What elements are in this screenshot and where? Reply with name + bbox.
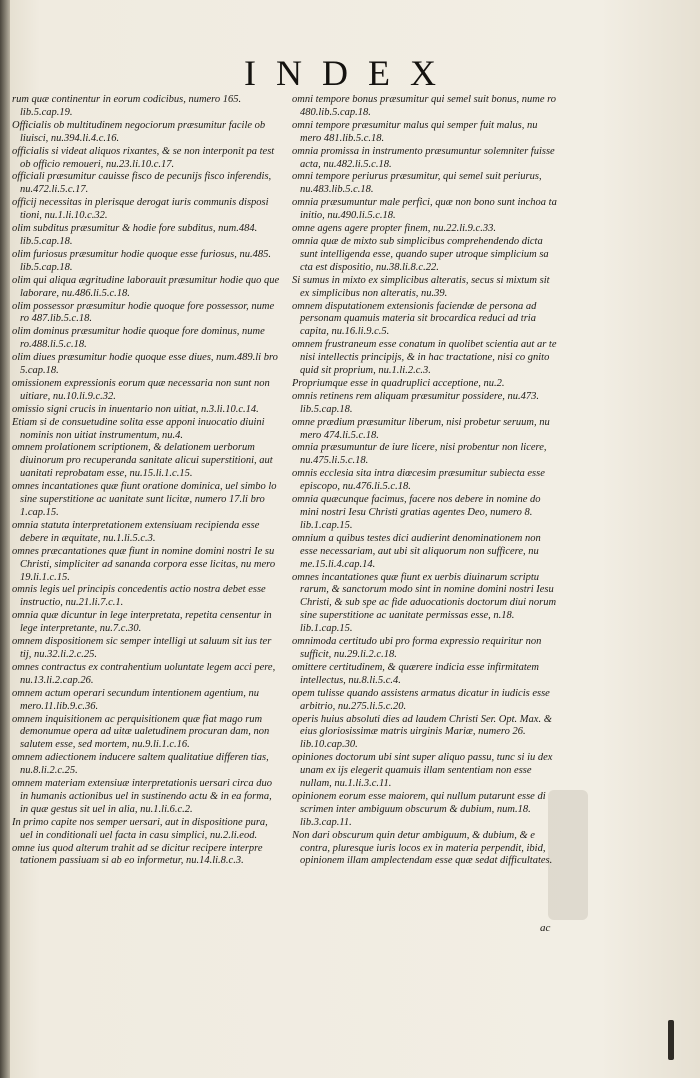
index-entry: omnia statuta interpretationem extensiuam recipienda esse debere in æquitate, nu.1.li.5.c.3. — [12, 519, 260, 544]
binding-gutter — [0, 0, 10, 1078]
index-entry: omnem frustraneum esse conatum in quolibet scientia aut ar te nisi intellectis principijs, & in hac tractatione, nisi co gnito quid sit proprium, nu.1.li.2.c.3. — [292, 339, 557, 377]
index-entry: officiali præsumitur cauisse fisco de pecunijs fisco inferendis, nu.472.li.5.c.17. — [12, 171, 272, 196]
index-entry: rum quæ continentur in eorum codicibus, numero 165. lib.5.cap.19. — [12, 94, 242, 118]
index-entry: omnium a quibus testes dici audierint denominationem non esse necessariam, aut ubi sit aliquorum non sufficere, nu me.15.li.4.cap.14. — [292, 532, 541, 570]
index-entry: operis huius absoluti dies ad laudem Christi Ser. Opt. Max. & eius gloriosissimæ matris uirginis Mariæ, numero 26. lib.10.cap.30. — [292, 713, 552, 751]
index-entry: omnis retinens rem aliquam præsumitur possidere, nu.473. lib.5.cap.18. — [292, 390, 540, 415]
index-entry: omnes incantationes quæ fiunt oratione dominica, uel simbo lo sine superstitione ac uanitate sunt licitæ, numero 17.li bro 1.cap.15. — [12, 481, 277, 518]
page-title: INDEX — [244, 53, 456, 93]
index-entry: opem tulisse quando assistens armatus dicatur in iudicis esse arbitrio, nu.275.li.5.c.20. — [292, 687, 550, 712]
index-entry: olim possessor præsumitur hodie quoque fore possessor, nume ro 487.lib.5.c.18. — [12, 300, 275, 325]
index-entry: officialis si videat aliquos rixantes, & se non interponit pa test ob officio remoueri, nu.23.li.10.c.17. — [12, 145, 275, 170]
index-entry: omnem prolationem scriptionem, & delationem uerborum diuinorum pro recuperanda sanitate alicui superstitioni, aut uanitati reprobatam esse, nu.15.li.1.c.15. — [12, 442, 273, 480]
index-entry: omnem dispositionem sic semper intelligi ut saluum sit ius ter tij, nu.32.li.2.c.25. — [12, 636, 272, 660]
index-entry: olim subditus præsumitur & hodie fore subditus, num.484. lib.5.cap.18. — [12, 223, 258, 247]
index-entry: omnem disputationem extensionis faciendæ de persona ad personam quamuis materia sit brocardica reduci ad tria capita, nu.16.li.9.c.5. — [292, 300, 537, 338]
index-entry: officij necessitas in plerisque derogat iuris communis disposi tioni, nu.1.li.10.c.32. — [12, 197, 269, 222]
index-entry: omissio signi crucis in inuentario non uitiat, n.3.li.10.c.14. — [12, 403, 259, 415]
index-entry: omnem adiectionem inducere saltem qualitatiue differen tias, nu.8.li.2.c.25. — [12, 752, 269, 777]
index-entry: omnes contractus ex contrahentium uoluntate legem acci pere, nu.13.li.2.cap.26. — [12, 661, 276, 686]
index-entry: omnia præsumuntur de iure licere, nisi probentur non licere, nu.475.li.5.c.18. — [292, 442, 547, 467]
index-entry: omne ius quod alterum trahit ad se dicitur recipere interpre tationem passiuam si ab eo informetur, nu.14.li.8.c.3. — [12, 842, 263, 867]
index-entry: omni tempore periurus præsumitur, qui semel suit periurus, nu.483.lib.5.c.18. — [292, 171, 542, 196]
index-entry: olim diues præsumitur hodie quoque esse diues, num.489.li bro 5.cap.18. — [12, 352, 278, 377]
index-entry: omittere certitudinem, & quærere indicia esse infirmitatem intellectus, nu.8.li.5.c.4. — [292, 661, 540, 686]
index-entry: omnem materiam extensiuæ interpretationis uersari circa duo in humanis actionibus uel in sustinendo actu & in ea forma, in quæ gestus sit uel in alia, nu.1.li.6.c.2. — [12, 778, 272, 815]
index-entry: omnia præsumuntur male perfici, quæ non bono sunt inchoa ta initio, nu.490.li.5.c.18. — [292, 197, 557, 222]
index-entry: Etiam si de consuetudine solita esse apponi inuocatio diuini nominis non uitiat instrumentum, nu.4. — [12, 416, 265, 441]
right-column — [292, 94, 560, 868]
index-entry: In primo capite nos semper uersari, aut in dispositione pura, uel in conditionali uel facta in casu simplici, nu.2.li.eod. — [12, 816, 268, 841]
index-entry: omnem actum operari secundum intentionem agentium, nu mero.11.lib.9.c.36. — [12, 687, 260, 712]
index-entry: omnes præcantationes quæ fiunt in nomine domini nostri Ie su Christi, simpliciter ad sananda corpora esse licitas, nu mero 19.li.1.c.15. — [12, 545, 276, 583]
index-entry: opiniones doctorum ubi sint super aliquo passu, tunc si iu dex unam ex ijs elegerit quamuis illam sententiam non esse nullam, nu.1.li.3.c.11. — [292, 752, 553, 790]
index-entry: omnem inquisitionem ac perquisitionem quæ fiat mago rum demonumue opera ad uitæ ualetudinem procuran dam, non salutem esse, sed mortem, nu.9.li.1.c.16. — [12, 713, 270, 751]
index-entry: omnia quæcunque facimus, facere nos debere in nomine do mini nostri Iesu Christi gratias agentes Deo, numero 8. lib.1.cap.15. — [292, 494, 541, 531]
index-entry: opinionem eorum esse maiorem, qui nullum putarunt esse di scrimen inter ambiguum obscurum & dubium, num.18. lib.3.cap.11. — [292, 790, 546, 828]
index-entry: olim qui aliqua ægritudine laborauit præsumitur hodie quo que laborare, nu.486.li.5.c.18. — [12, 274, 280, 299]
index-entry: omne agens agere propter finem, nu.22.li.9.c.33. — [292, 223, 496, 235]
left-column — [12, 94, 280, 868]
index-entry: omnis legis uel principis concedentis actio nostra debet esse instructio, nu.21.li.7.c.1. — [12, 584, 266, 609]
index-entry: omnis ecclesia sita intra diœcesim præsumitur subiecta esse episcopo, nu.476.li.5.c.18. — [292, 468, 545, 493]
index-entry: omissionem expressionis eorum quæ necessaria non sunt non uitiare, nu.10.li.9.c.32. — [12, 377, 270, 402]
index-entry: omnia promissa in instrumento præsumuntur solemniter fuisse acta, nu.482.li.5.c.18. — [292, 145, 555, 170]
page-edge-mark — [668, 1020, 674, 1060]
index-entry: Si sumus in mixto ex simplicibus alteratis, secus si mixtum sit ex simplicibus non alteratis, nu.39. — [292, 274, 550, 299]
catchword: ac — [540, 922, 551, 934]
index-entry: olim dominus præsumitur hodie quoque fore dominus, nume ro.488.li.5.c.18. — [12, 326, 265, 351]
index-entry: Non dari obscurum quin detur ambiguum, & dubium, & e contra, pluresque iuris locos ex in materia perpendit, ibid, opinionem illam amplectendam esse quæ sedat difficultates. — [292, 829, 553, 867]
index-entry: omne prædium præsumitur liberum, nisi probetur seruum, nu mero 474.li.5.c.18. — [292, 416, 550, 441]
index-entry: Officialis ob multitudinem negociorum præsumitur facile ob liuisci, nu.394.li.4.c.16. — [12, 119, 266, 144]
index-entry: omni tempore bonus præsumitur qui semel suit bonus, nume ro 480.lib.5.cap.18. — [292, 94, 557, 118]
index-entry: Propriumque esse in quadruplici acceptione, nu.2. — [292, 377, 505, 389]
index-entry: omnimoda certitudo ubi pro forma expressio requiritur non sufficit, nu.29.li.2.c.18. — [292, 636, 542, 660]
index-entry: omnia quæ de mixto sub simplicibus comprehendendo dicta sunt intelligenda esse, quando super utroque simplicium sa cta est dispositio, nu.38.li.8.c.22. — [292, 235, 549, 273]
index-entry: omnes incantationes quæ fiunt ex uerbis diuinarum scriptu rarum, & sanctorum modo sint in nomine domini nostri Iesu Christi, & sub spe ac fide aduocationis doctorum diui norum sine superstitione ac uanitate permissas esse, n.18. lib.1.cap.15. — [292, 571, 557, 635]
index-entry: omnia quæ dicuntur in lege interpretata, repetita censentur in lege interpretante, nu.7.c.30. — [12, 610, 272, 635]
index-entry: omni tempore præsumitur malus qui semper fuit malus, nu mero 481.lib.5.c.18. — [292, 119, 538, 144]
index-entry: olim furiosus præsumitur hodie quoque esse furiosus, nu.485. lib.5.cap.18. — [12, 248, 272, 273]
